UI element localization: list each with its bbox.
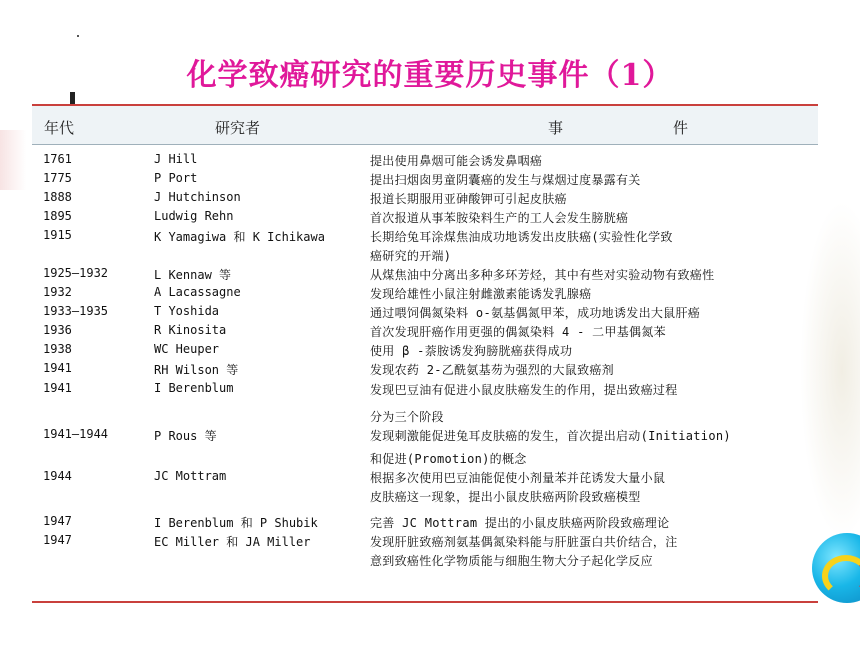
row-event: 长期给兔耳涂煤焦油成功地诱发出皮肤癌(实验性化学致 xyxy=(370,230,673,244)
row-year: 1775 xyxy=(43,171,72,185)
row-researcher: L Kennaw 等 xyxy=(154,268,232,282)
table-row xyxy=(32,488,818,507)
row-event: 发现刺激能促进兔耳皮肤癌的发生，首次提出启动(Initiation) xyxy=(370,429,731,443)
row-researcher: K Yamagiwa 和 K Ichikawa xyxy=(154,230,325,244)
table-row xyxy=(32,152,818,171)
row-researcher: A Lacassagne xyxy=(154,285,241,299)
header-event-char1: 事 xyxy=(548,119,564,137)
table-row xyxy=(32,514,818,533)
table-row xyxy=(32,381,818,400)
table-row xyxy=(32,247,818,266)
row-event: 发现肝脏致癌剂氨基偶氮染料能与肝脏蛋白共价结合，注 xyxy=(370,535,678,549)
row-researcher: T Yoshida xyxy=(154,304,220,318)
table-row xyxy=(32,323,818,342)
table-row xyxy=(32,450,818,469)
row-year: 1761 xyxy=(43,152,72,166)
dot-mark xyxy=(77,35,79,37)
row-year: 1915 xyxy=(43,228,72,242)
table-row xyxy=(32,469,818,488)
row-event: 发现农药 2-乙酰氨基芴为强烈的大鼠致癌剂 xyxy=(370,363,614,377)
row-researcher: I Berenblum 和 P Shubik xyxy=(154,516,318,530)
row-event: 完善 JC Mottram 提出的小鼠皮肤癌两阶段致癌理论 xyxy=(370,516,670,530)
table-row xyxy=(32,171,818,190)
row-researcher: J Hutchinson xyxy=(154,190,241,204)
row-event: 意到致癌性化学物质能与细胞生物大分子起化学反应 xyxy=(370,554,653,568)
row-researcher: I Berenblum xyxy=(154,381,234,395)
row-researcher: Ludwig Rehn xyxy=(154,209,234,223)
table-header xyxy=(32,106,818,145)
table-row xyxy=(32,304,818,323)
row-researcher: R Kinosita xyxy=(154,323,227,337)
row-year: 1932 xyxy=(43,285,72,299)
table-bottom-rule xyxy=(32,601,818,603)
table-row xyxy=(32,342,818,361)
table-row xyxy=(32,228,818,247)
table-row xyxy=(32,552,818,571)
header-year: 年代 xyxy=(44,119,75,137)
table-row xyxy=(32,209,818,228)
table-body xyxy=(32,152,818,571)
left-decoration xyxy=(0,130,26,190)
header-researcher: 研究者 xyxy=(215,119,261,137)
row-researcher: J Hill xyxy=(154,152,198,166)
table-row xyxy=(32,361,818,381)
row-event: 通过喂饲偶氮染料 o-氨基偶氮甲苯，成功地诱发出大鼠肝癌 xyxy=(370,306,701,320)
corner-ball-decoration xyxy=(812,533,860,603)
row-event: 分为三个阶段 xyxy=(370,410,444,424)
row-event: 发现给雄性小鼠注射雌激素能诱发乳腺癌 xyxy=(370,287,592,301)
row-event: 从煤焦油中分离出多种多环芳烃，其中有些对实验动物有致癌性 xyxy=(370,268,715,282)
row-event: 首次发现肝癌作用更强的偶氮染料 4 - 二甲基偶氮苯 xyxy=(370,325,666,339)
row-event: 根据多次使用巴豆油能促使小剂量苯并芘诱发大量小鼠 xyxy=(370,471,666,485)
row-year: 1944 xyxy=(43,469,72,483)
table-row xyxy=(32,285,818,304)
row-year: 1941—1944 xyxy=(43,427,109,441)
row-researcher: EC Miller 和 JA Miller xyxy=(154,535,311,549)
row-year: 1933—1935 xyxy=(43,304,109,318)
row-event: 报道长期服用亚砷酸钾可引起皮肤癌 xyxy=(370,192,567,206)
table-row xyxy=(32,408,818,427)
header-event-char2: 件 xyxy=(673,119,689,137)
table-row xyxy=(32,190,818,209)
row-year: 1888 xyxy=(43,190,72,204)
table-row xyxy=(32,266,818,285)
row-researcher: P Port xyxy=(154,171,198,185)
row-event: 皮肤癌这一现象，提出小鼠皮肤癌两阶段致癌模型 xyxy=(370,490,641,504)
row-event: 提出扫烟囱男童阴囊癌的发生与煤烟过度暴露有关 xyxy=(370,173,641,187)
title-mark xyxy=(70,92,75,104)
table-row xyxy=(32,533,818,552)
row-researcher: RH Wilson 等 xyxy=(154,363,239,377)
row-year: 1936 xyxy=(43,323,72,337)
row-year: 1941 xyxy=(43,361,72,375)
row-event: 首次报道从事苯胺染料生产的工人会发生膀胱癌 xyxy=(370,211,629,225)
row-event: 使用 β -萘胺诱发狗膀胱癌获得成功 xyxy=(370,344,573,358)
row-researcher: P Rous 等 xyxy=(154,429,217,443)
row-event: 提出使用鼻烟可能会诱发鼻咽癌 xyxy=(370,154,543,168)
row-event: 发现巴豆油有促进小鼠皮肤癌发生的作用，提出致癌过程 xyxy=(370,383,678,397)
row-event: 癌研究的开端) xyxy=(370,249,452,263)
row-year: 1938 xyxy=(43,342,72,356)
row-year: 1895 xyxy=(43,209,72,223)
row-year: 1947 xyxy=(43,533,72,547)
row-event: 和促进(Promotion)的概念 xyxy=(370,452,527,466)
row-year: 1925—1932 xyxy=(43,266,109,280)
slide-title: 化学致癌研究的重要历史事件（1） xyxy=(186,58,674,93)
row-researcher: JC Mottram xyxy=(154,469,227,483)
row-researcher: WC Heuper xyxy=(154,342,220,356)
row-year: 1947 xyxy=(43,514,72,528)
table-row xyxy=(32,427,818,446)
row-year: 1941 xyxy=(43,381,72,395)
